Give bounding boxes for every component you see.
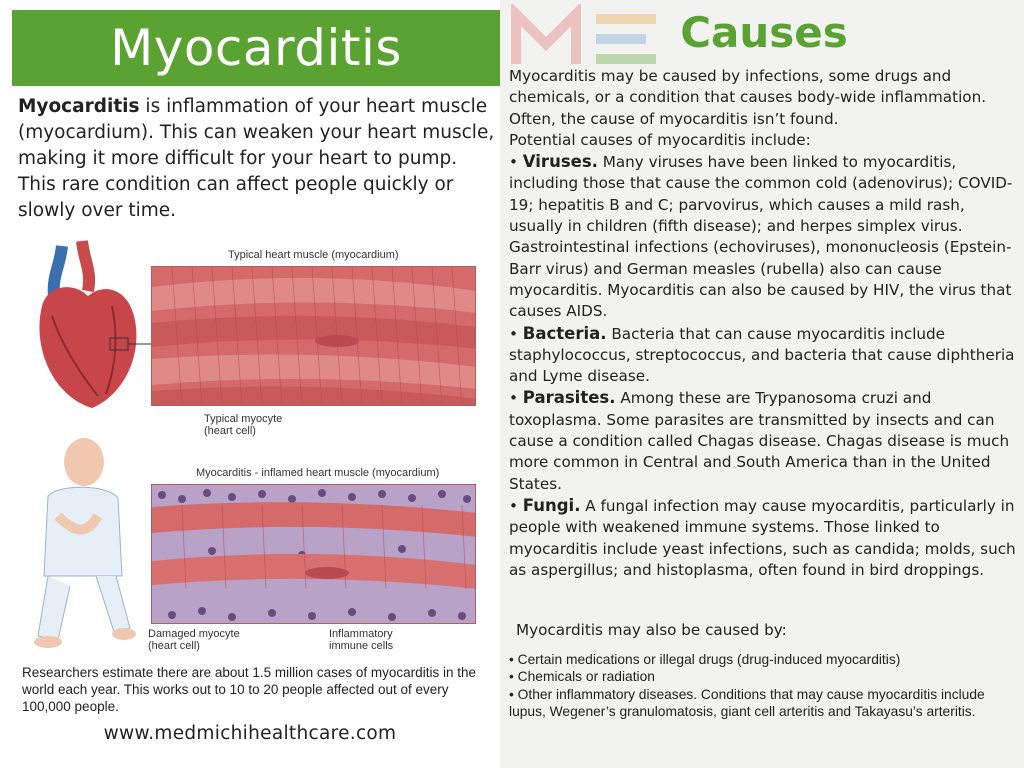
typical-muscle-panel [151, 266, 476, 406]
top-callout-label: Typical myocyte (heart cell) [204, 413, 283, 437]
inflamed-muscle-panel [151, 484, 476, 624]
other-causes-list [509, 651, 1019, 721]
cause-parasites: • Parasites. Among these are Trypanosoma cruzi and toxoplasma. Some parasites are transmitted by insects and can cause a condition called Chagas disease. Chagas disease is much more common in Central and South America than in the United States. [509, 388, 1010, 493]
list-item: • Other inflammatory diseases. Conditions that may cause myocarditis include lupus, Wegener’s granulomatosis, giant cell arteritis and Takayasu’s arteritis. [509, 686, 985, 720]
intro-paragraph [18, 94, 496, 224]
list-item: • Certain medications or illegal drugs (drug-induced myocarditis) [509, 652, 901, 667]
patient-figure-icon [18, 436, 148, 658]
statistics-paragraph: Researchers estimate there are about 1.5 million cases of myocarditis in the world each year. This works out to 10 to 20 people affected out of every 100,000 people. [22, 665, 476, 714]
damaged-myocyte-label: Damaged myocyte (heart cell) [148, 628, 240, 652]
causes-intro: Myocarditis may be caused by infections, some drugs and chemicals, or a condition that causes body-wide inflammation. Often, the cause of myocarditis isn’t found. [509, 67, 987, 128]
left-column [0, 0, 500, 768]
causes-body [509, 66, 1019, 581]
causes-heading: Causes [680, 8, 848, 57]
page-title: Myocarditis [110, 19, 402, 77]
cause-viruses: • Viruses. Many viruses have been linked to myocarditis, including those that cause the common cold (adenovirus); COVID-19; hepatitis B and C; parvovirus, which causes a mild rash, usually in children (fifth disease); and herpes simplex virus. Gastrointestinal infections (echoviruses), mononucleosis (Epstein-Barr virus) and German measles (rubella) also can cause myocarditis. Myocarditis can also be caused by HIV, the virus that causes AIDS. [509, 152, 1013, 321]
cause-bacteria: • Bacteria. Bacteria that can cause myocarditis include staphylococcus, streptococcus, and bacteria that cause diphtheria and Lyme disease. [509, 323, 1015, 386]
causes-list-intro: Potential causes of myocarditis include: [509, 130, 811, 149]
intro-text: is inflammation of your heart muscle (myocardium). This can weaken your heart muscle, making it more difficult for your heart to pump. This rare condition can affect people quickly or slowly over time. [18, 96, 495, 221]
right-column [500, 0, 1024, 768]
heart-muscle-illustration [18, 236, 480, 658]
title-banner [12, 10, 500, 86]
immune-cells-label: Inflammatory immune cells [329, 628, 394, 652]
heart-icon [22, 236, 152, 416]
list-item: • Chemicals or radiation [509, 669, 655, 685]
top-panel-caption: Typical heart muscle (myocardium) [228, 249, 399, 261]
website-url: www.medmichihealthcare.com [103, 723, 397, 744]
other-causes-heading: Myocarditis may also be caused by: [516, 621, 787, 639]
inflamed-fibers-icon [152, 485, 476, 624]
intro-term: Myocarditis [18, 96, 140, 117]
muscle-fibers-icon [152, 267, 476, 406]
bottom-panel-caption: Myocarditis - inflamed heart muscle (myocardium) [196, 467, 440, 479]
cause-fungi: • Fungi. A fungal infection may cause myocarditis, particularly in people with weakened immune systems. Those linked to myocarditis include yeast infections, such as candida; molds, such as aspergillus; and histoplasma, often found in bird droppings. [509, 495, 1016, 579]
